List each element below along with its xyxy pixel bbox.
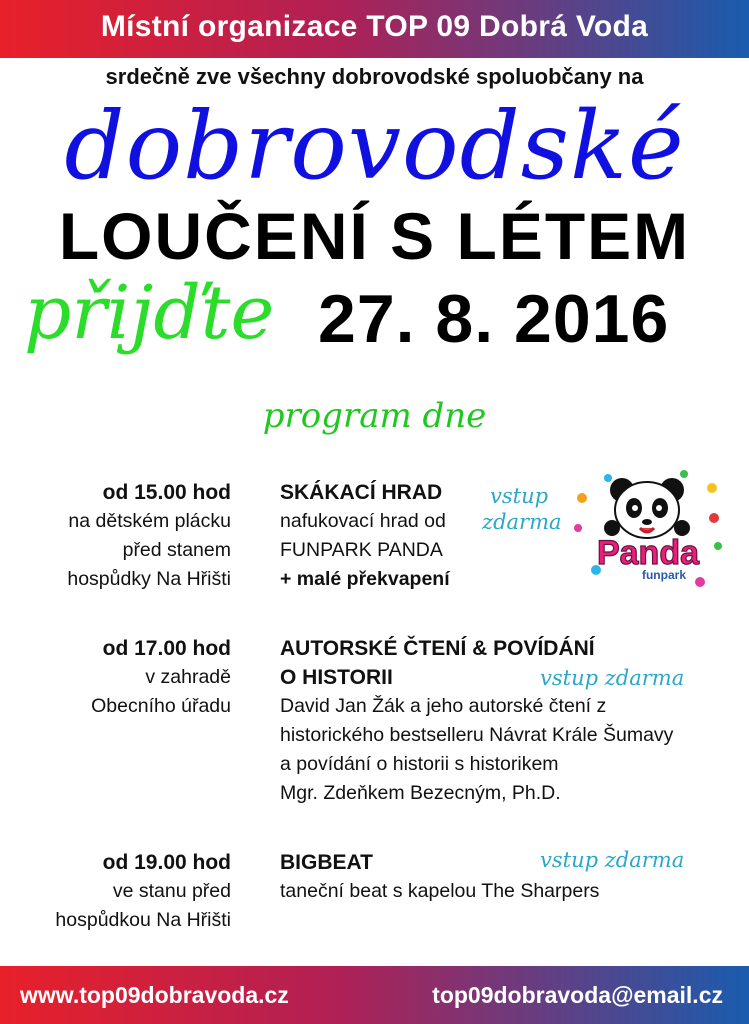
headline-louceni: LOUČENÍ S LÉTEM	[58, 199, 691, 273]
event-2-desc-line: David Jan Žák a jeho autorské čtení z	[280, 695, 607, 717]
event-2-what	[280, 634, 673, 808]
event-1-title: SKÁKACÍ HRAD	[280, 481, 443, 504]
event-3-when	[55, 848, 231, 935]
event-1-when	[67, 478, 231, 594]
headline-prijdte: přijďte	[24, 270, 275, 356]
event-1-free-entry: zdarma	[482, 510, 562, 534]
event-1-desc-line: FUNPARK PANDA	[280, 539, 443, 561]
event-3-title: BIGBEAT	[280, 851, 373, 874]
event-2-place-line: Obecního úřadu	[91, 695, 231, 717]
event-2-desc-line: a povídání o historii s historikem	[280, 753, 559, 775]
logo-subword: funpark	[641, 568, 687, 582]
website-link[interactable]: www.top09dobravoda.cz	[20, 982, 289, 1008]
event-1-what	[280, 478, 450, 594]
event-1-extra: + malé překvapení	[280, 568, 450, 590]
event-3-place-line: hospůdkou Na Hřišti	[55, 909, 231, 931]
event-3-free-entry: vstup zdarma	[540, 848, 685, 872]
invitation-text: srdečně zve všechny dobrovodské spoluobčany na	[105, 64, 644, 89]
panda-funpark-logo-icon	[568, 466, 728, 596]
event-date: 27. 8. 2016	[318, 281, 670, 357]
program-title: program dne	[262, 396, 487, 436]
headline-dobrovodske: dobrovodské	[64, 92, 685, 201]
logo-word: Panda	[596, 534, 700, 572]
email-link[interactable]: top09dobravoda@email.cz	[432, 982, 723, 1008]
event-3-desc-line: taneční beat s kapelou The Sharpers	[280, 880, 600, 902]
event-3-time: od 19.00 hod	[102, 851, 231, 874]
footer-band	[0, 966, 749, 1024]
event-2-free-entry: vstup zdarma	[540, 666, 685, 690]
event-2-title-line: AUTORSKÉ ČTENÍ & POVÍDÁNÍ	[280, 637, 595, 660]
event-1-place-line: na dětském plácku	[68, 510, 231, 532]
event-2-title-line: O HISTORII	[280, 666, 393, 689]
event-1-desc-line: nafukovací hrad od	[280, 510, 446, 532]
event-2-desc-line: historického bestselleru Návrat Krále Šumavy	[280, 724, 674, 746]
event-1-free-entry: vstup	[490, 484, 549, 508]
header-band	[0, 0, 749, 58]
event-3-place-line: ve stanu před	[112, 880, 231, 902]
event-1-place-line: hospůdky Na Hřišti	[67, 568, 231, 590]
event-2-place-line: v zahradě	[145, 666, 231, 688]
event-1-place-line: před stanem	[122, 539, 231, 561]
organization-name: Místní organizace TOP 09 Dobrá Voda	[100, 10, 649, 43]
event-2-when	[91, 634, 231, 721]
event-1-time: od 15.00 hod	[102, 481, 231, 504]
event-2-time: od 17.00 hod	[102, 637, 231, 660]
event-2-desc-line: Mgr. Zdeňkem Bezecným, Ph.D.	[280, 782, 561, 804]
